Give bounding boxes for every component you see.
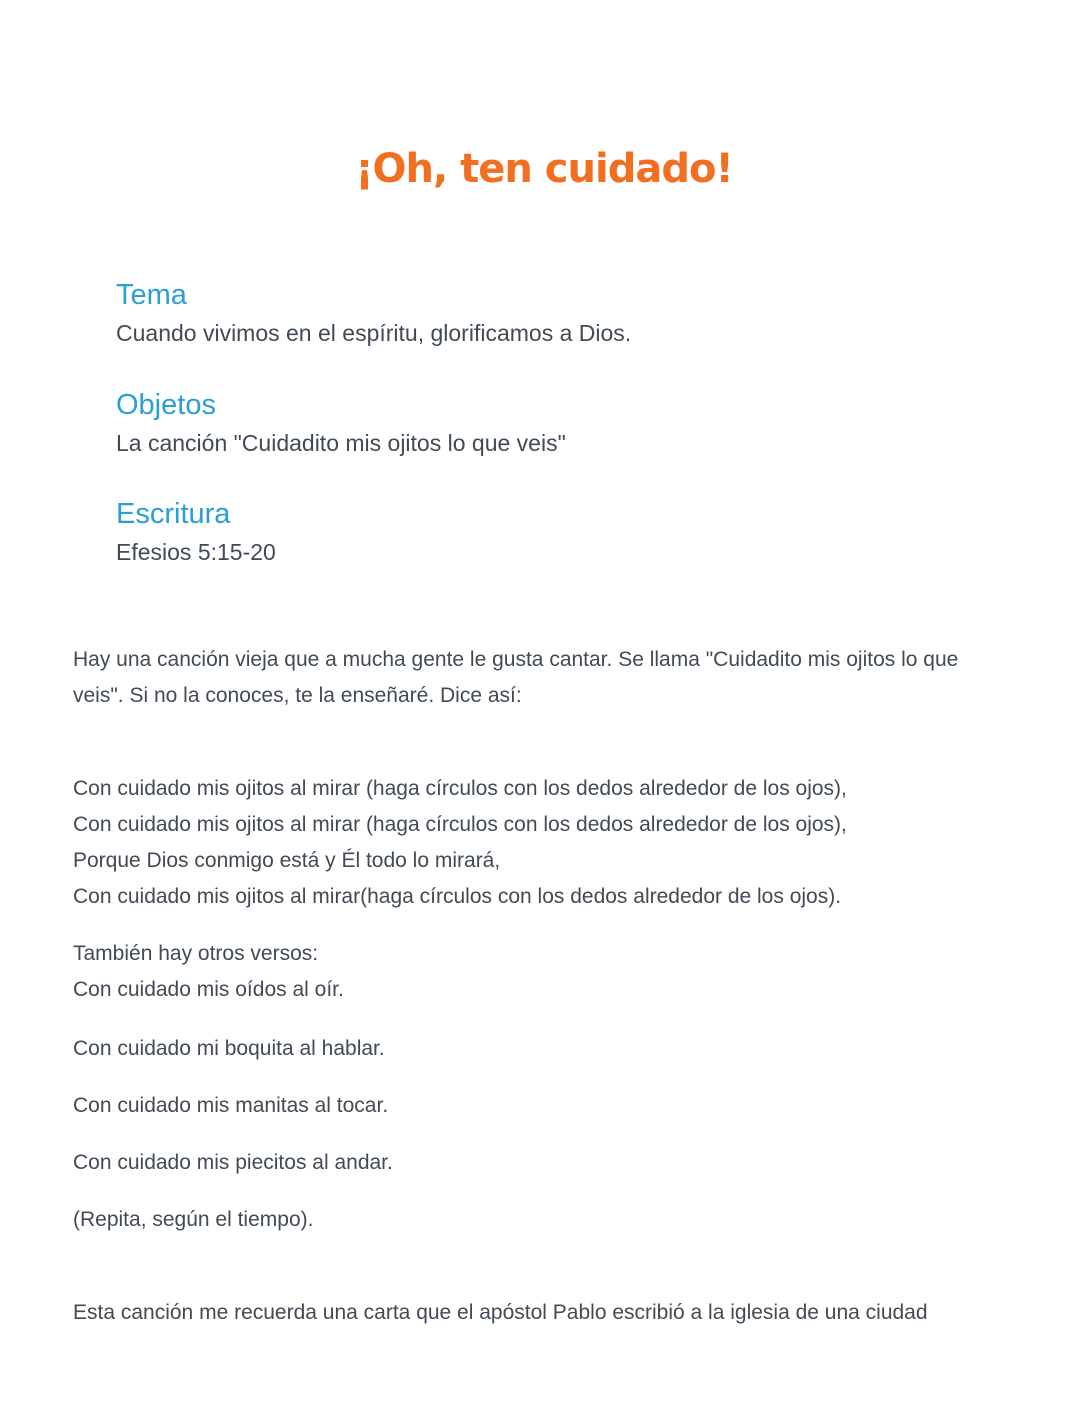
- section-escritura: [116, 497, 1016, 567]
- page-title: ¡Oh, ten cuidado!: [355, 146, 733, 192]
- verse-line: Porque Dios conmigo está y Él todo lo mirará,: [73, 849, 501, 872]
- intro-line: veis". Si no la conoces, te la enseñaré. Dice así:: [73, 684, 522, 707]
- verse-line: Con cuidado mis oídos al oír.: [73, 978, 344, 1001]
- section-text: La canción "Cuidadito mis ojitos lo que veis": [116, 430, 566, 456]
- closing-paragraph: Esta canción me recuerda una carta que el apóstol Pablo escribió a la iglesia de una ciudad: [73, 1301, 928, 1324]
- verse-line-3: Con cuidado mis piecitos al andar.: [73, 1151, 393, 1174]
- verse-line: También hay otros versos:: [73, 942, 319, 965]
- section-tema: [116, 278, 1016, 348]
- section-text: Efesios 5:15-20: [116, 539, 276, 565]
- section-heading: Escritura: [116, 498, 231, 530]
- verse-line: Con cuidado mis ojitos al mirar (haga círculos con los dedos alrededor de los ojos),: [73, 777, 847, 800]
- section-heading: Objetos: [116, 389, 216, 421]
- other-verses: [73, 936, 1023, 1008]
- intro-line: Hay una canción vieja que a mucha gente le gusta cantar. Se llama "Cuidadito mis ojitos lo que: [73, 648, 959, 671]
- section-heading: Tema: [116, 279, 187, 311]
- intro-paragraph: [73, 642, 1023, 714]
- section-text: Cuando vivimos en el espíritu, glorificamos a Dios.: [116, 320, 632, 346]
- verse-line-2: Con cuidado mis manitas al tocar.: [73, 1094, 389, 1117]
- verse-line: Con cuidado mis ojitos al mirar(haga círculos con los dedos alrededor de los ojos).: [73, 885, 842, 908]
- verse-line-1: Con cuidado mi boquita al hablar.: [73, 1037, 385, 1060]
- repeat-note: (Repita, según el tiempo).: [73, 1208, 314, 1231]
- verse-line: Con cuidado mis ojitos al mirar (haga círculos con los dedos alrededor de los ojos),: [73, 813, 847, 836]
- section-objetos: [116, 388, 1016, 458]
- song-verse: [73, 771, 1023, 915]
